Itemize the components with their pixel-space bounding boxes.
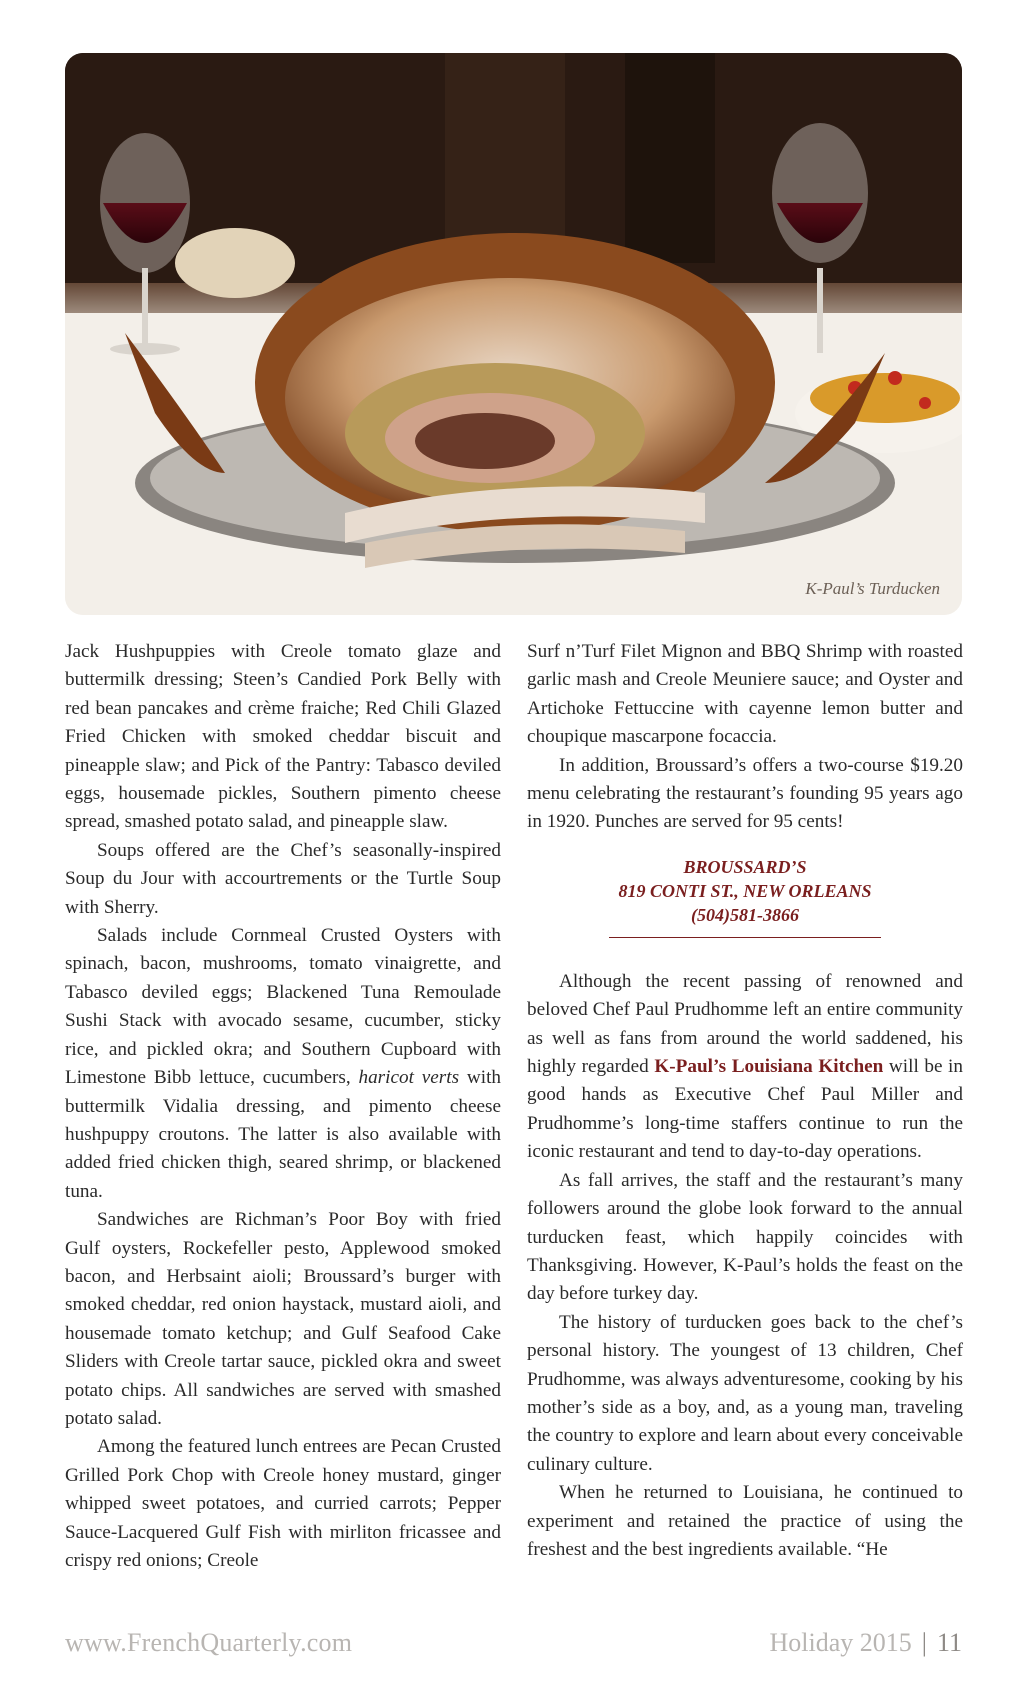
page-footer xyxy=(65,1628,962,1668)
text-run: with buttermilk Vidalia dressing, and pimento cheese hushpuppy croutons. The latter is also available with added fried chicken thigh, seared shrimp, or blackened tuna. xyxy=(65,1067,501,1202)
paragraph-kpaul xyxy=(527,968,963,1167)
left-column xyxy=(65,638,501,1575)
paragraph: Soups offered are the Chef’s seasonally-inspired Soup du Jour with accourtrements or the Turtle Soup with Sherry. xyxy=(65,839,501,918)
paragraph: When he returned to Louisiana, he continued to experiment and retained the practice of using the freshest and the best ingredients available. “He xyxy=(527,1482,963,1560)
paragraph: The history of turducken goes back to the chef’s personal history. The youngest of 13 children, Chef Prudhomme, was always adventuresome, cooking by his mother’s side as a boy, and, as a young man, traveling the country to explore and learn about every conceivable culinary culture. xyxy=(527,1311,963,1475)
venue-phone: (504)581-3866 xyxy=(691,904,799,925)
text-run: will be in good hands as Executive Chef Paul Miller and Prudhomme’s long-time staffers continue to run the iconic restaurant and tend to day-to-day operations. xyxy=(527,1056,963,1163)
paragraph: Among the featured lunch entrees are Pecan Crusted Grilled Pork Chop with Creole honey mustard, ginger whipped sweet potatoes, and curried carrots; Pepper Sauce-Lacquered Gulf Fish with mirliton fricassee and crispy red onions; Creole xyxy=(65,1436,501,1571)
paragraph: As fall arrives, the staff and the restaurant’s many followers around the globe look forward to the annual turducken feast, which happily coincides with Thanksgiving. However, K-Paul’s holds the feast on the day before turkey day. xyxy=(527,1169,963,1305)
paragraph: Surf n’Turf Filet Mignon and BBQ Shrimp with roasted garlic mash and Creole Meuniere sauce; and Oyster and Artichoke Fettuccine with cayenne lemon butter and choupique mascarpone focaccia. xyxy=(527,641,963,748)
restaurant-name: K-Paul’s Louisiana Kitchen xyxy=(654,1056,884,1078)
divider xyxy=(609,937,881,938)
paragraph: Jack Hushpuppies with Creole tomato glaze and buttermilk dressing; Steen’s Candied Pork Belly with red bean pancakes and crème fraiche; Red Chili Glazed Fried Chicken with smoked cheddar biscuit and pineapple slaw; and Pick of the Pantry: Tabasco deviled eggs, housemade pickles, Southern pimento cheese spread, smashed potato salad, and pineapple slaw. xyxy=(65,641,501,833)
separator: | xyxy=(921,1628,927,1657)
issue-name: Holiday 2015 xyxy=(769,1628,912,1657)
paragraph: Sandwiches are Richman’s Poor Boy with fried Gulf oysters, Rockefeller pesto, Applewood smoked bacon, and Herbsaint aioli; Broussard’s burger with smoked cheddar, red onion haystack, mustard aioli, and housemade tomato ketchup; and Gulf Seafood Cake Sliders with Creole tartar sauce, pickled okra and sweet potato chips. All sandwiches are served with smashed potato salad. xyxy=(65,1209,501,1429)
text-run: Although the recent passing of renowned and beloved Chef Paul Prudhomme left an entire community as well as fans from around the world saddened, his highly regarded xyxy=(527,970,963,1078)
italic-text: haricot verts xyxy=(358,1067,460,1089)
turducken-photo-icon xyxy=(65,53,962,615)
venue-block xyxy=(527,855,963,927)
venue-address: 819 CONTI ST., NEW ORLEANS xyxy=(618,880,872,901)
right-column xyxy=(527,638,963,1564)
text-run: Salads include Cornmeal Crusted Oysters with spinach, bacon, mushrooms, tomato vinaigrette, and Tabasco deviled eggs; Blackened Tuna Remoulade Sushi Stack with avocado sesame, cucumber, sticky rice, and pickled okra; and Southern Cupboard with Limestone Bibb lettuce, cucumbers, xyxy=(65,925,501,1089)
issue-info xyxy=(769,1628,962,1658)
website-link[interactable]: www.FrenchQuarterly.com xyxy=(65,1628,353,1657)
feature-photo xyxy=(65,53,962,615)
paragraph: In addition, Broussard’s offers a two-course $19.20 menu celebrating the restaurant’s founding 95 years ago in 1920. Punches are served for 95 cents! xyxy=(527,754,963,833)
venue-name: BROUSSARD’S xyxy=(683,856,807,877)
photo-caption: K-Paul’s Turducken xyxy=(805,579,940,598)
page-number: 11 xyxy=(936,1628,962,1657)
paragraph-salads xyxy=(65,922,501,1206)
